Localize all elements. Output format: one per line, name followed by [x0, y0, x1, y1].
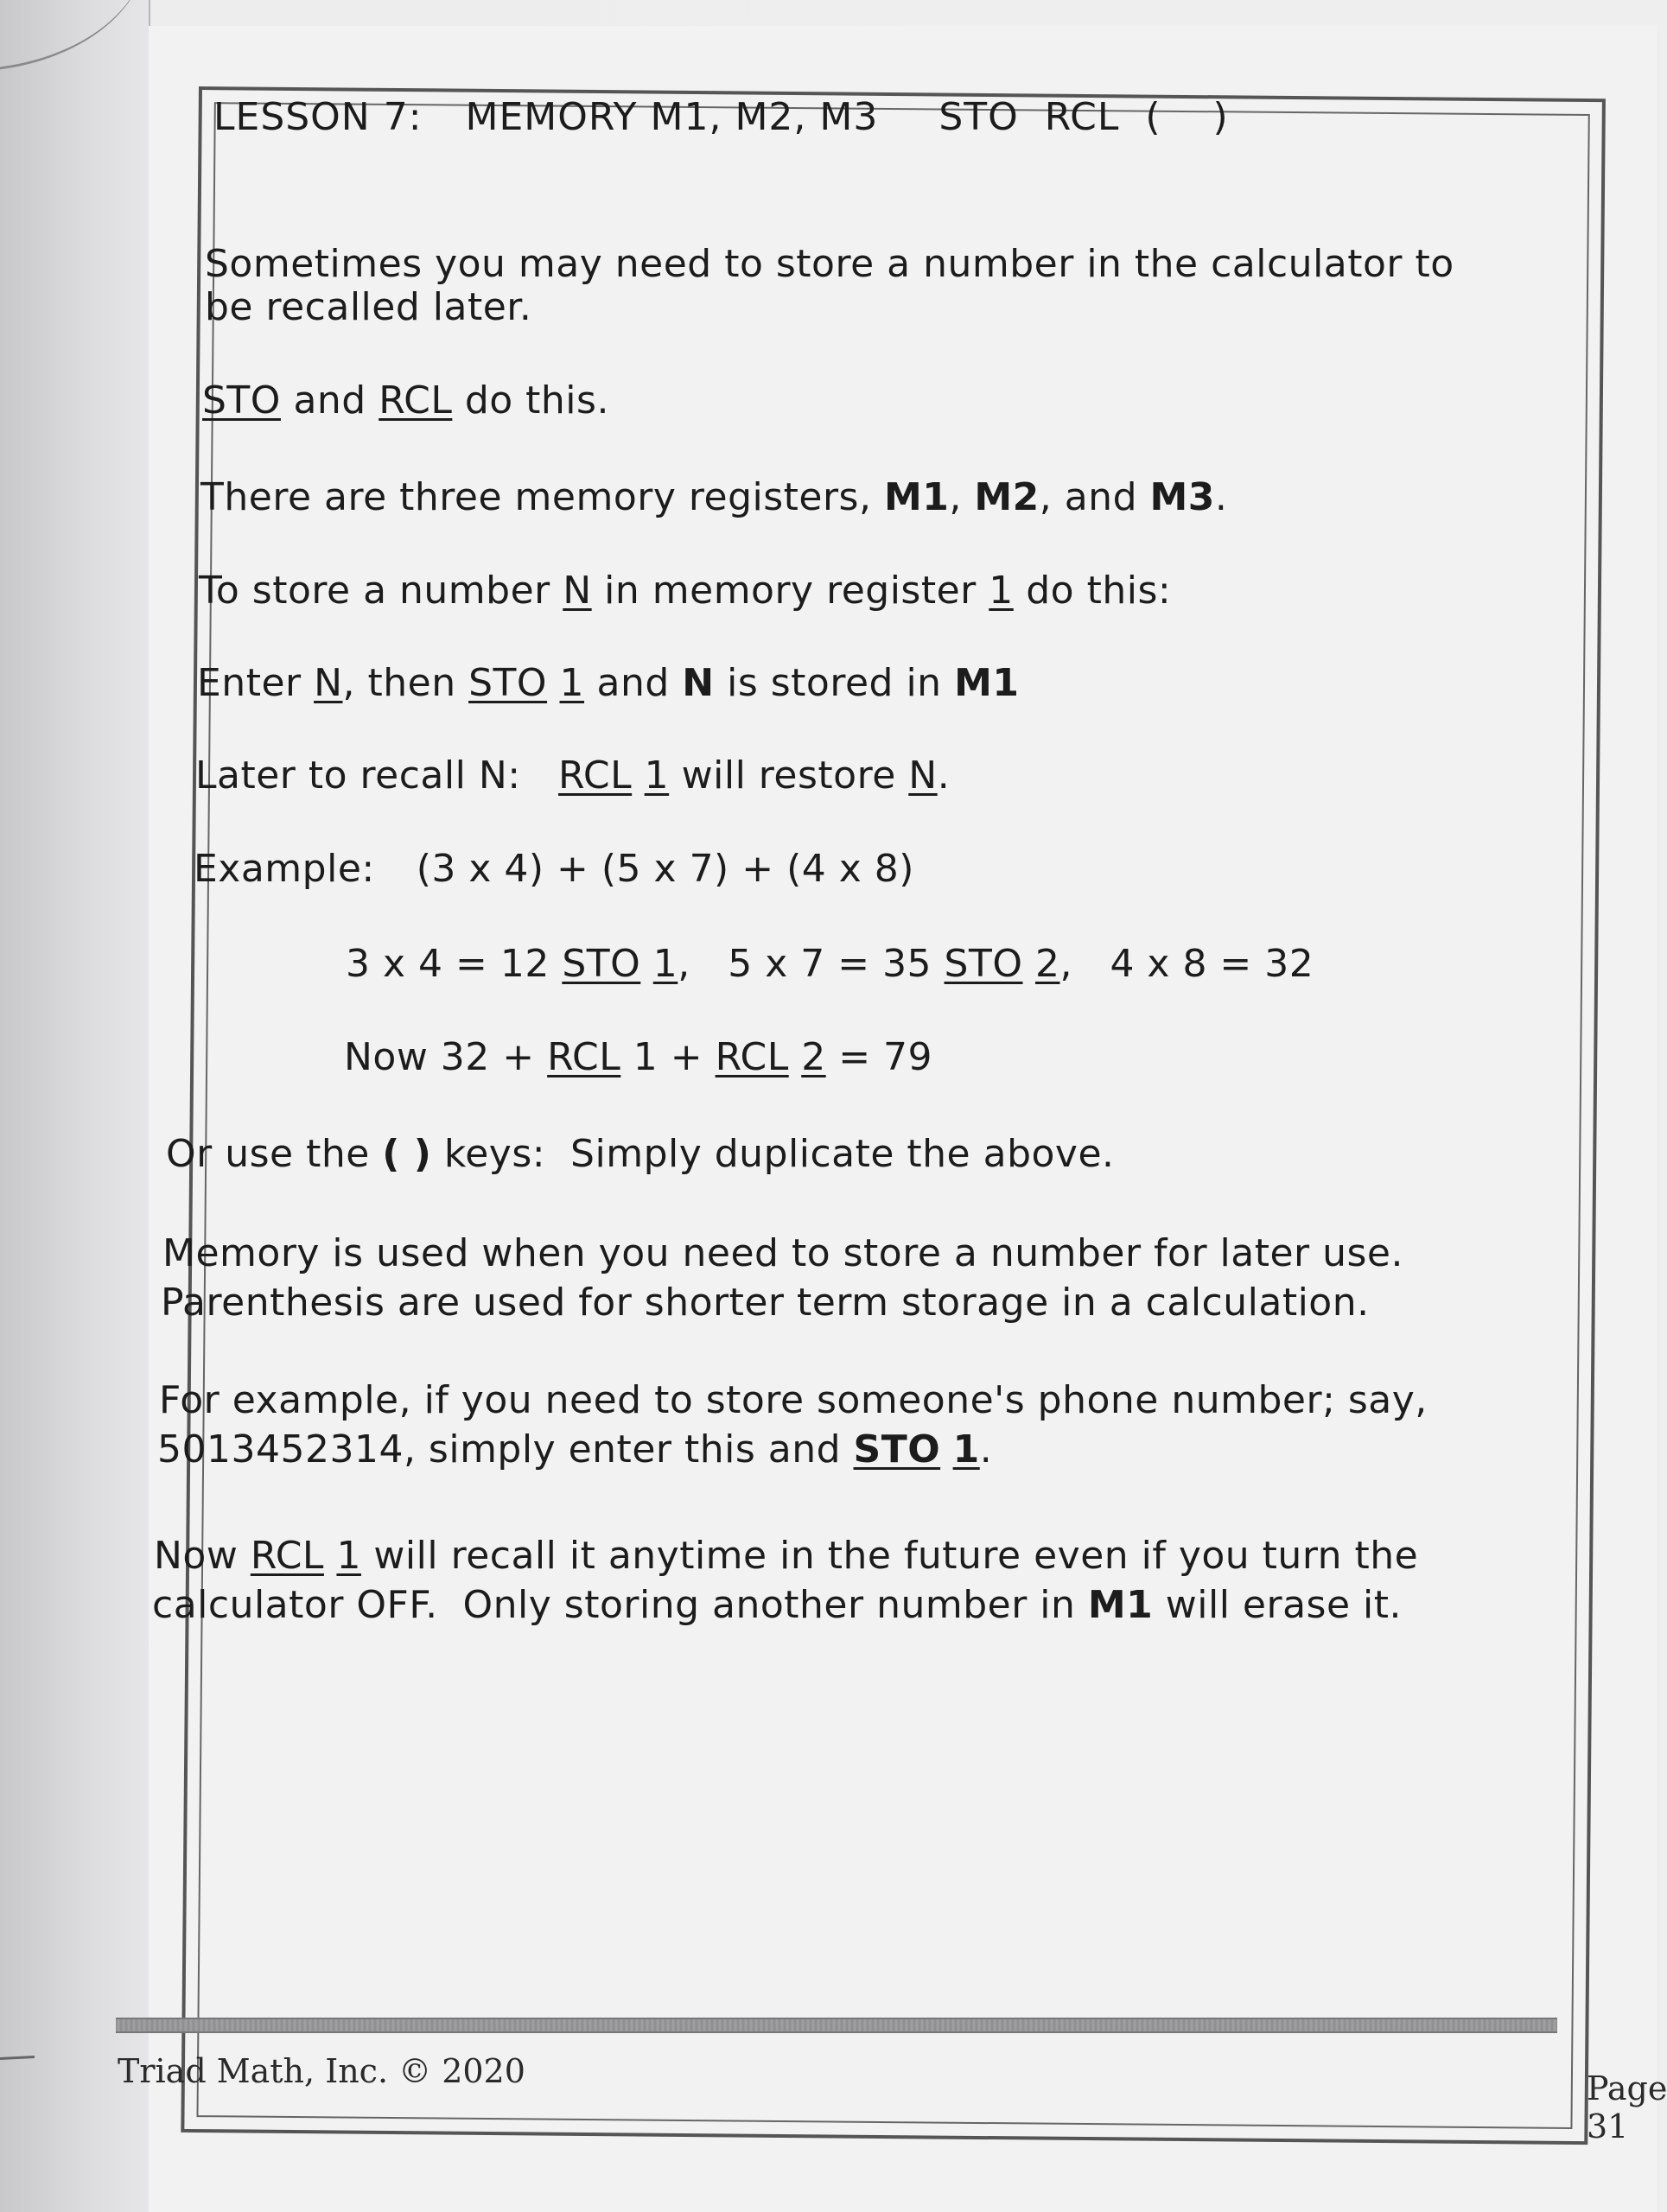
previous-page-edge: [0, 0, 150, 2212]
para-phone-line1: For example, if you need to store someone's phone number; say,: [159, 1378, 1428, 1422]
text-segment: will recall it anytime in the future even if you turn the: [360, 1534, 1419, 1578]
text-segment: Now 32 +: [344, 1035, 548, 1079]
text-segment: Or use the: [166, 1132, 383, 1176]
para-recall-anytime-line2: [152, 1583, 1402, 1627]
para-sto-rcl: [202, 378, 609, 423]
text-segment: 1 +: [620, 1035, 716, 1079]
para-enter-n: [197, 661, 1019, 705]
register-m2: M2: [974, 475, 1040, 519]
text-segment: .: [1214, 475, 1228, 519]
para-memory-line1: Memory is used when you need to store a number for later use.: [162, 1231, 1403, 1275]
para-recall-anytime-line1: [154, 1534, 1418, 1578]
sto-keyword: STO: [853, 1427, 941, 1471]
text-segment: calculator OFF. Only storing another number in: [152, 1583, 1088, 1627]
lesson-number: LESSON 7:: [213, 95, 423, 139]
text-segment: will erase it.: [1153, 1583, 1402, 1627]
page-number: Page 31: [1587, 2069, 1667, 2145]
register-number: 1: [989, 569, 1014, 613]
text-segment: and: [280, 378, 379, 423]
variable-n: N: [563, 569, 592, 613]
text-segment: .: [979, 1427, 993, 1471]
register-m3: M3: [1149, 475, 1215, 519]
sto-keyword: STO: [944, 942, 1023, 986]
para-parentheses: [166, 1132, 1115, 1176]
variable-n: N: [682, 661, 715, 705]
text-segment: do this.: [452, 378, 609, 423]
text-segment: is stored in: [714, 661, 955, 705]
page-content: [118, 26, 1667, 2212]
para-intro-line1: Sometimes you may need to store a number in the calculator to: [205, 242, 1454, 286]
register-m1: M1: [883, 475, 950, 519]
text-segment: = 79: [825, 1035, 933, 1079]
parentheses-keys: ( ): [382, 1132, 432, 1176]
register-number: 1: [952, 1427, 980, 1471]
text-segment: ,: [949, 475, 975, 519]
lesson-keys: STO RCL ( ): [938, 95, 1229, 139]
para-phone-line2: [157, 1427, 992, 1471]
text-segment: in memory register: [591, 569, 989, 613]
sto-keyword: STO: [562, 942, 641, 986]
rcl-keyword: RCL: [547, 1035, 621, 1079]
lesson-heading: [213, 95, 1229, 139]
example-label: Example:: [194, 847, 375, 891]
example-step2: [344, 1035, 932, 1079]
example-step1: [346, 942, 1314, 986]
para-store-instruction: [199, 569, 1171, 613]
para-intro-line2: be recalled later.: [205, 285, 532, 329]
register-number: 2: [1035, 942, 1060, 986]
book-page: [118, 26, 1667, 2212]
para-memory-line2: Parenthesis are used for shorter term storage in a calculation.: [161, 1281, 1370, 1325]
rcl-keyword: RCL: [250, 1534, 324, 1578]
text-segment: .: [937, 753, 951, 798]
text-segment: Now: [154, 1534, 251, 1578]
sto-keyword: STO: [468, 661, 548, 705]
para-recall: [195, 753, 950, 798]
register-m1: M1: [1087, 1583, 1154, 1627]
text-segment: do this:: [1013, 569, 1172, 613]
register-m1: M1: [954, 661, 1020, 705]
rcl-keyword: RCL: [715, 1035, 789, 1079]
footer-copyright: Triad Math, Inc. © 2020: [118, 2052, 525, 2090]
lesson-topic: MEMORY M1, M2, M3: [465, 95, 879, 139]
text-segment: , and: [1039, 475, 1150, 519]
text-segment: keys: Simply duplicate the above.: [431, 1132, 1115, 1176]
text-segment: To store a number: [199, 569, 563, 613]
text-segment: and: [584, 661, 683, 705]
text-segment: There are three memory registers,: [200, 475, 884, 519]
register-number: 1: [336, 1534, 361, 1578]
text-segment: 5013452314, simply enter this and: [157, 1427, 854, 1471]
variable-n: N: [314, 661, 343, 705]
rcl-keyword: RCL: [558, 753, 633, 798]
para-registers: [200, 475, 1227, 519]
sto-keyword: STO: [202, 378, 281, 423]
rcl-keyword: RCL: [379, 378, 453, 423]
register-number: 1: [652, 942, 678, 986]
variable-n: N: [908, 753, 938, 798]
text-segment: will restore: [669, 753, 909, 798]
text-segment: 3 x 4 = 12: [346, 942, 563, 986]
text-segment: Later to recall N:: [195, 753, 546, 798]
text-segment: Enter: [197, 661, 315, 705]
text-segment: , then: [342, 661, 469, 705]
example-expr: (3 x 4) + (5 x 7) + (4 x 8): [416, 847, 914, 891]
text-segment: , 4 x 8 = 32: [1059, 942, 1314, 986]
text-segment: , 5 x 7 = 35: [678, 942, 945, 986]
example-expression: [194, 847, 914, 891]
register-number: 1: [644, 753, 670, 798]
register-number: 2: [801, 1035, 826, 1079]
register-number: 1: [559, 661, 585, 705]
footer-rule: [116, 2018, 1557, 2033]
